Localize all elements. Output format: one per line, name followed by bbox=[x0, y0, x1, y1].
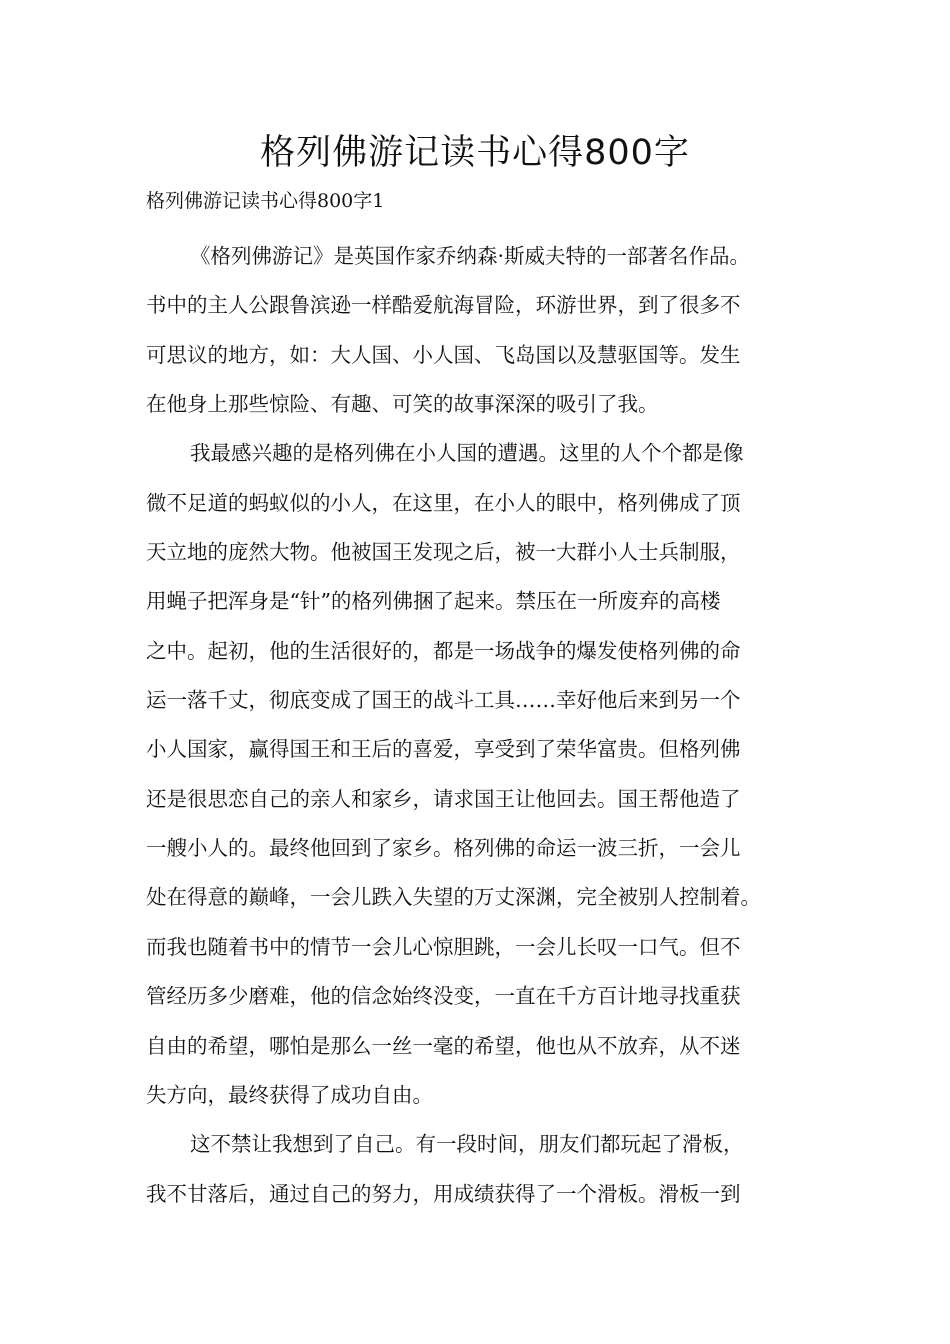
body-line: 用蝇子把浑身是“针”的格列佛捆了起来。禁压在一所废弃的高楼 bbox=[146, 589, 721, 614]
body-line: 天立地的庞然大物。他被国王发现之后，被一大群小人士兵制服， bbox=[146, 540, 741, 565]
body-line: 我最感兴趣的是格列佛在小人国的遭遇。这里的人个个都是像 bbox=[190, 441, 744, 466]
body-line: 可思议的地方，如：大人国、小人国、飞岛国以及慧驱国等。发生 bbox=[146, 342, 741, 367]
body-line: 还是很思恋自己的亲人和家乡，请求国王让他回去。国王帮他造了 bbox=[146, 786, 741, 811]
body-line: 书中的主人公跟鲁滨逊一样酷爱航海冒险，环游世界，到了很多不 bbox=[146, 293, 741, 318]
body-line: 而我也随着书中的情节一会儿心惊胆跳，一会儿长叹一口气。但不 bbox=[146, 934, 741, 959]
body-line: 微不足道的蚂蚁似的小人，在这里，在小人的眼中，格列佛成了顶 bbox=[146, 490, 741, 515]
body-line: 在他身上那些惊险、有趣、可笑的故事深深的吸引了我。 bbox=[146, 392, 659, 417]
body-line: 小人国家，赢得国王和王后的喜爱，享受到了荣华富贵。但格列佛 bbox=[146, 737, 741, 762]
body-line: 失方向，最终获得了成功自由。 bbox=[146, 1082, 433, 1107]
body-line: 我不甘落后，通过自己的努力，用成绩获得了一个滑板。滑板一到 bbox=[146, 1181, 741, 1206]
body-line: 管经历多少磨难，他的信念始终没变，一直在千方百计地寻找重获 bbox=[146, 984, 741, 1009]
document-subtitle: 格列佛游记读书心得800字1 bbox=[146, 190, 385, 212]
body-line: 《格列佛游记》是英国作家乔纳森·斯威夫特的一部著名作品。 bbox=[190, 244, 751, 268]
body-line: 处在得意的巅峰，一会儿跌入失望的万丈深渊，完全被别人控制着。 bbox=[146, 885, 761, 910]
document-body bbox=[146, 232, 826, 1219]
body-line: 运一落千丈，彻底变成了国王的战斗工具……幸好他后来到另一个 bbox=[146, 688, 741, 713]
document-title: 格列佛游记读书心得800字 bbox=[260, 133, 690, 173]
body-line: 一艘小人的。最终他回到了家乡。格列佛的命运一波三折，一会儿 bbox=[146, 836, 741, 861]
body-line: 之中。起初，他的生活很好的，都是一场战争的爆发使格列佛的命 bbox=[146, 638, 741, 663]
body-line: 自由的希望，哪怕是那么一丝一毫的希望，他也从不放弃，从不迷 bbox=[146, 1033, 741, 1058]
body-line: 这不禁让我想到了自己。有一段时间，朋友们都玩起了滑板， bbox=[190, 1132, 744, 1157]
